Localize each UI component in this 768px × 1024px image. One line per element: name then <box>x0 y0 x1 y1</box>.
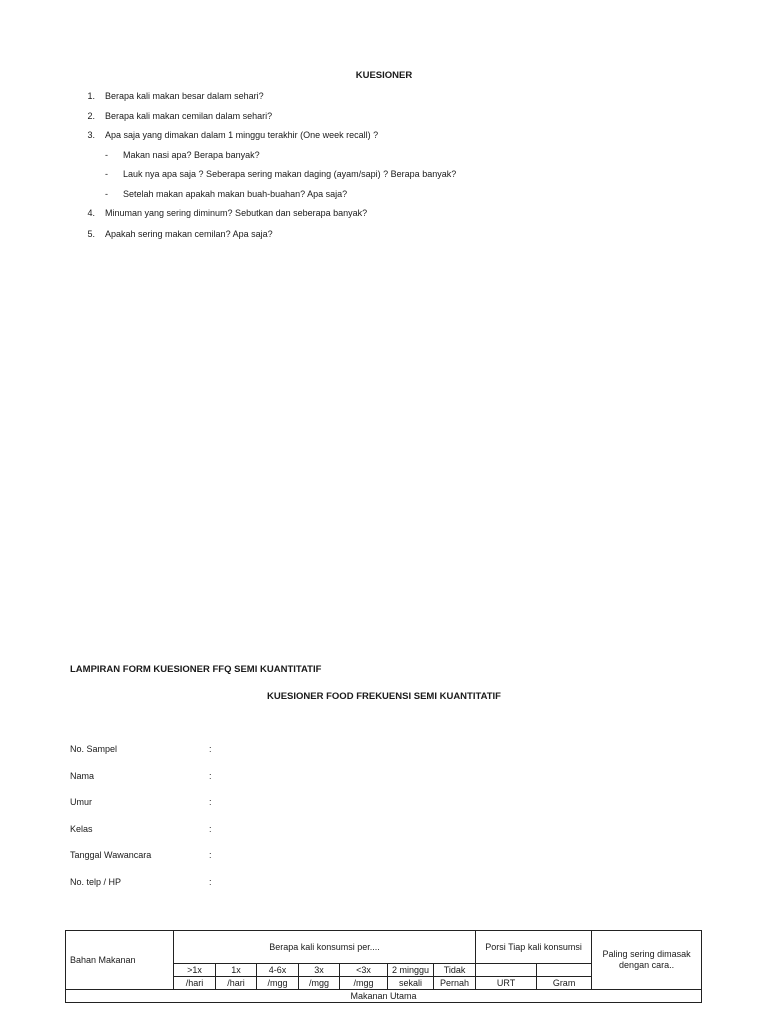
portion-empty-cell <box>537 964 592 977</box>
header-frequency: Berapa kali konsumsi per.... <box>174 931 476 964</box>
freq-bottom: /mgg <box>340 977 388 990</box>
freq-top: 1x <box>216 964 257 977</box>
sub-bullet: - <box>105 189 108 199</box>
field-label-class: Kelas <box>70 824 93 834</box>
portion-urt: URT <box>476 977 537 990</box>
questionnaire-title: KUESIONER <box>355 70 413 81</box>
header-portion: Porsi Tiap kali konsumsi <box>476 931 592 964</box>
question-text: Minuman yang sering diminum? Sebutkan dan seberapa banyak? <box>105 208 368 218</box>
portion-empty-cell <box>476 964 537 977</box>
freq-top: 2 minggu <box>388 964 434 977</box>
field-colon: : <box>209 797 212 807</box>
sub-question-text: Lauk nya apa saja ? Seberapa sering makan daging (ayam/sapi) ? Berapa banyak? <box>123 169 457 179</box>
sub-bullet: - <box>105 169 108 179</box>
freq-top: 4-6x <box>257 964 299 977</box>
freq-bottom: /hari <box>174 977 216 990</box>
sub-question-text: Makan nasi apa? Berapa banyak? <box>123 150 260 160</box>
section-main-food: Makanan Utama <box>66 990 702 1003</box>
portion-gram: Gram <box>537 977 592 990</box>
freq-bottom: /mgg <box>257 977 299 990</box>
freq-bottom: sekali <box>388 977 434 990</box>
freq-top: Tidak <box>434 964 476 977</box>
freq-top: 3x <box>299 964 340 977</box>
header-cooking-method: Paling sering dimasak dengan cara.. <box>592 931 702 990</box>
ffq-table <box>65 930 702 1003</box>
field-label-interview-date: Tanggal Wawancara <box>70 850 152 860</box>
question-number: 2. <box>87 111 95 121</box>
freq-bottom: Pernah <box>434 977 476 990</box>
question-number: 4. <box>87 208 95 218</box>
field-label-phone: No. telp / HP <box>70 877 122 887</box>
field-label-age: Umur <box>70 797 92 807</box>
appendix-heading: LAMPIRAN FORM KUESIONER FFQ SEMI KUANTITATIF <box>70 664 322 675</box>
header-food: Bahan Makanan <box>66 931 174 990</box>
question-number: 5. <box>87 229 95 239</box>
field-colon: : <box>209 824 212 834</box>
field-label-sample: No. Sampel <box>70 744 118 754</box>
appendix-title: KUESIONER FOOD FREKUENSI SEMI KUANTITATIF <box>267 691 501 702</box>
freq-bottom: /hari <box>216 977 257 990</box>
table-header-row <box>66 931 702 964</box>
sub-question-text: Setelah makan apakah makan buah-buahan? Apa saja? <box>123 189 348 199</box>
freq-bottom: /mgg <box>299 977 340 990</box>
freq-top: <3x <box>340 964 388 977</box>
question-number: 1. <box>87 91 95 101</box>
field-colon: : <box>209 744 212 754</box>
field-colon: : <box>209 877 212 887</box>
table-section-row <box>66 990 702 1003</box>
sub-bullet: - <box>105 150 108 160</box>
field-colon: : <box>209 771 212 781</box>
question-text: Apa saja yang dimakan dalam 1 minggu terakhir (One week recall) ? <box>105 130 379 140</box>
question-text: Apakah sering makan cemilan? Apa saja? <box>105 229 273 239</box>
question-number: 3. <box>87 130 95 140</box>
question-text: Berapa kali makan besar dalam sehari? <box>105 91 264 101</box>
question-text: Berapa kali makan cemilan dalam sehari? <box>105 111 273 121</box>
freq-top: >1x <box>174 964 216 977</box>
field-label-name: Nama <box>70 771 95 781</box>
field-colon: : <box>209 850 212 860</box>
